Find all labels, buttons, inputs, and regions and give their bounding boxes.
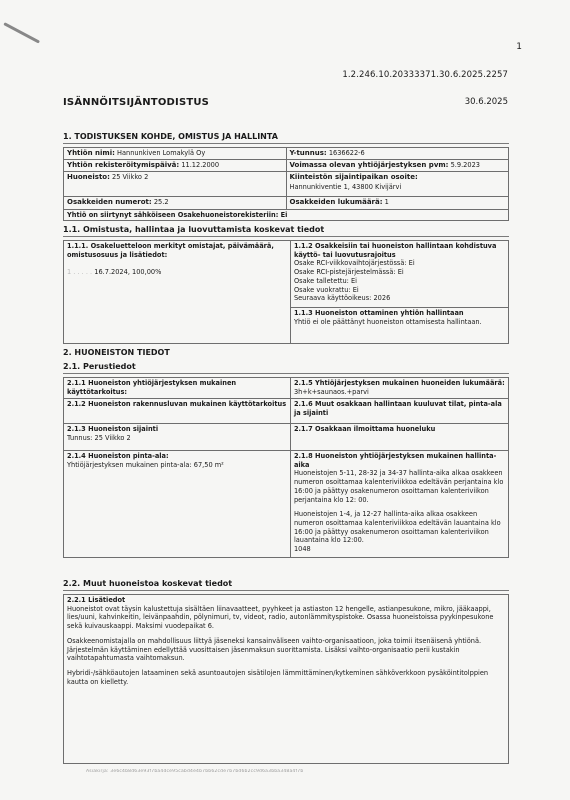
additional-info-cell [64,595,509,764]
share-numbers-cell: Osakkeiden numerot: 25.2 [64,197,287,209]
additional-info-p2: Osakkeenomistajalla on mahdollisuus liittyä jäseneksi kansainväliseen vaihto-organisaatioon, joka toimii itsenäisenä yhtiönä. Järjestelmän käyttäminen edellyttää vuosittaisen jäsenmaksun suorittamista. Lisäksi vaihto-organisaatio perii kustakin vaihtotapahtumasta vaihtomaksun. [67,636,482,663]
property-address: Hannunkiventie 1, 43800 Kivijärvi [289,182,402,191]
section-1-1-heading: 1.1. Omistusta, hallintaa ja luovuttamista koskevat tiedot [63,225,325,234]
possession-period-text-2: Huoneistojen 1-4, ja 12-27 hallinta-aika alkaa osakkeen numeron osoittamaa kalenteriviikkoa edeltävän lauantaina klo 16:00 ja päättyy osakenumeron osoittaman kalenteriviikon lauantaina klo 12:00. [293,510,501,545]
apartment-cell: Huoneisto: 25 Viikko 2 [64,172,287,197]
property-address-cell: Kiinteistön sijaintipaikan osoite: Hannunkiventie 1, 43800 Kivijärvi [286,172,509,197]
cell-2-1-7: 2.1.7 Osakkaan ilmoittama huoneluku [290,424,508,451]
cell-2-1-2: 2.1.2 Huoneiston rakennusluvan mukainen käyttötarkoitus [64,399,291,424]
cell-2-1-5: 2.1.5 Yhtiöjärjestyksen mukainen huoneiden lukumäärä: 3h+k+saunaos.+parvi [290,378,508,399]
section-2-1-heading: 2.1. Perustiedot [63,362,136,371]
additional-info-p1: Huoneistot ovat täysin kalustettuja sisältäen liinavaatteet, pyyhkeet ja astiaston 12 hengelle, astianpesukone, mikro, jääkaappi, lies/uuni, kahvinkeitin, leivänpaahdin, pölynimuri, tv, videot, radio, autonlämmityspistoke. Osassa huoneistoissa pyykinpesukone sekä kuivauskaappi. Maksimi vuodepaikat 6. [67,604,494,631]
owner-entry: 16.7.2024, 100,00% [94,268,162,277]
ytunnus: 1636622-6 [328,149,365,157]
takeover-cell: 1.1.3 Huoneiston ottaminen yhtiön hallintaan Yhtiö ei ole päättänyt huoneiston ottamisesta hallintaan. [290,308,508,344]
document-date: 30.6.2025 [464,97,508,107]
owner-name-redacted: 1 . . . . . [67,268,93,277]
section-1-1-rule [63,236,509,237]
restrictions-cell: 1.1.2 Osakkeisiin tai huoneiston hallintaan kohdistuva käyttö- tai luovutusrajoitus Osake RCI-viikkovaihtojärjestössä: Ei Osake RCI-pistejärjestelmässä: Ei Osake talletettu: Ei Osake vuokrattu: Ei Seuraava käyttöoikeus: 2026 [290,241,508,308]
company-name-cell: Yhtiön nimi: Hannunkiven Lomakylä Oy [64,148,287,160]
company-info-table [63,147,509,221]
apartment-basic-info-table [63,377,509,558]
section-2-1-rule [63,373,509,374]
reg-date-cell: Yhtiön rekisteröitymispäivä: 11.12.2000 [64,160,287,172]
owner-row [67,268,287,277]
section-1-heading: 1. TODISTUKSEN KOHDE, OMISTUS JA HALLINTA [63,132,278,141]
document-reference-id: 1.2.246.10.20333371.30.6.2025.2257 [342,70,508,80]
additional-info-table [63,594,509,764]
share-numbers: 25.2 [153,198,169,207]
section-2-2-heading: 2.2. Muut huoneistoa koskevat tiedot [63,579,233,588]
cell-2-1-4: 2.1.4 Huoneiston pinta-ala: Yhtiöjärjestyksen mukainen pinta-ala: 67,50 m² [64,451,291,558]
possession-period-code: 1048 [293,545,311,554]
cell-2-1-6: 2.1.6 Muut osakkaan hallintaan kuuluvat tilat, pinta-ala ja sijainti [290,399,508,424]
room-count: 3h+k+saunaos.+parvi [293,387,369,396]
apartment-location: Tunnus: 25 Viikko 2 [67,433,131,442]
digital-register-cell: Yhtiö on siirtynyt sähköiseen Osakehuoneistorekisteriin: Ei [64,209,509,221]
section-1-rule [63,143,509,144]
ownership-table [63,240,509,344]
share-count-cell: Osakkeiden lukumäärä: 1 [286,197,509,209]
bylaw-date: 5.9.2023 [450,161,480,170]
document-hash-footer: Asiakirja: 3e6c4b8d63e93f7ba4dce95cabd4e4b7bb62cde7b7bd6b2cc9d6a3bba348a4f7b [86,769,304,774]
pen-mark [3,22,40,43]
company-name: Hannunkiven Lomakylä Oy [117,149,206,157]
apartment-area: Yhtiöjärjestyksen mukainen pinta-ala: 67,50 m² [67,460,224,469]
possession-period-text-1: Huoneistojen 5-11, 28-32 ja 34-37 hallinta-aika alkaa osakkeen numeron osoittamaa kalenteriviikkoa edeltävän perjantaina klo 16:00 ja päättyy osakenumeron osoittaman kalenteriviikon perjantaina klo 12: 00. [293,469,504,504]
bylaw-date-cell: Voimassa olevan yhtiöjärjestyksen pvm: 5.9.2023 [286,160,509,172]
restriction-line-2: Osake RCI-pistejärjestelmässä: Ei [293,268,404,277]
share-count: 1 [384,198,389,207]
restriction-line-1: Osake RCI-viikkovaihtojärjestössä: Ei [293,259,415,268]
restriction-line-5: Seuraava käyttöoikeus: 2026 [293,294,391,303]
additional-info-title: 2.2.1 Lisätiedot [67,596,126,604]
section-2-2-rule [63,590,509,591]
cell-2-1-1: 2.1.1 Huoneiston yhtiöjärjestyksen mukainen käyttötarkoitus: [64,378,291,399]
additional-info-p3: Hybridi-/sähköautojen lataaminen sekä asuntoautojen sisätilojen lämmittäminen/kytkeminen sähköverkkoon pysäköintitolppien kautta on kielletty. [67,668,489,686]
restriction-line-4: Osake vuokrattu: Ei [293,285,359,294]
document-title: ISÄNNÖITSIJÄNTODISTUS [63,97,210,108]
page-number: 1 [516,42,522,52]
restriction-line-3: Osake talletettu: Ei [293,276,357,285]
apartment: 25 Viikko 2 [112,173,149,182]
ytunnus-cell: Y-tunnus: 1636622-6 [286,148,509,160]
reg-date: 11.12.2000 [181,161,220,170]
cell-2-1-3: 2.1.3 Huoneiston sijainti Tunnus: 25 Viikko 2 [64,424,291,451]
cell-2-1-8: 2.1.8 Huoneiston yhtiöjärjestyksen mukainen hallinta-aika Huoneistojen 5-11, 28-32 ja 34-37 hallinta-aika alkaa osakkeen numeron osoittamaa kalenteriviikkoa edeltävän perjantaina klo 16:00 ja päättyy osakenumeron osoittaman kalenteriviikon perjantaina klo 12: 00. Huoneistojen 1-4, ja 12-27 hallinta-aika alkaa osakkeen numeron osoittamaa kalenteriviikkoa edeltävän lauantaina klo 16:00 ja päättyy osakenumeron osoittaman kalenteriviikon lauantaina klo 12:00. 1048 [290,451,508,558]
owners-cell: 1.1.1. Osakeluetteloon merkityt omistajat, päivämäärä, omistusosuus ja lisätiedot: 1 . . . . . 16.7.2024, 100,00% [64,241,291,344]
section-2-heading: 2. HUONEISTON TIEDOT [63,348,170,357]
